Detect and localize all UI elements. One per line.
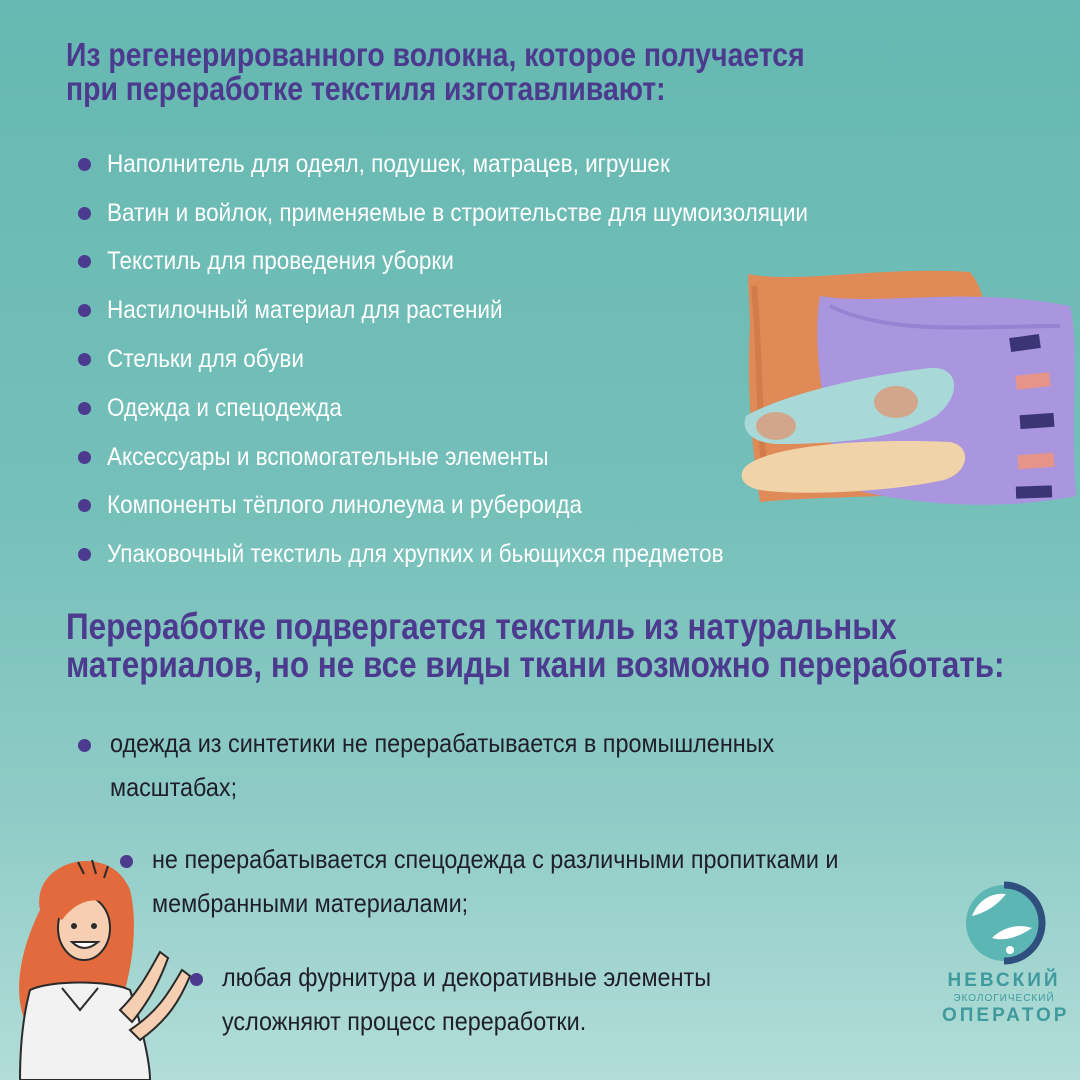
- heading-line: при переработке текстиля изготавливают:: [66, 70, 666, 108]
- insole-heel-pad: [874, 386, 918, 418]
- bullet-icon: [78, 548, 91, 561]
- list-item-text: Текстиль для проведения уборки: [107, 247, 454, 276]
- right-eye: [91, 923, 97, 929]
- note-synthetics: [110, 721, 848, 809]
- heading-line: материалов, но не все виды ткани возможно переработать:: [66, 644, 1005, 686]
- bullet-icon: [78, 499, 91, 512]
- note-line: одежда из синтетики не перерабатывается в промышленных: [110, 728, 775, 758]
- left-eye: [71, 923, 77, 929]
- heading-regenerated-fiber: [66, 38, 805, 107]
- note-line: масштабах;: [110, 772, 238, 802]
- note-line: любая фурнитура и декоративные элементы: [222, 962, 712, 992]
- nevsky-eco-operator-logo: [942, 880, 1070, 1027]
- list-item-text: Компоненты тёплого линолеума и рубероида: [107, 491, 582, 520]
- logo-mark-icon: [952, 880, 1056, 966]
- insole-toe-pad: [756, 412, 796, 440]
- bullet-icon: [78, 353, 91, 366]
- bullet-icon: [78, 451, 91, 464]
- list-item-text: Наполнитель для одеял, подушек, матрацев, игрушек: [107, 149, 670, 178]
- heading-line: Переработке подвергается текстиль из натуральных: [66, 606, 897, 647]
- bullet-icon: [78, 158, 91, 171]
- list-item: [78, 530, 886, 579]
- note-line: не перерабатывается спецодежда с различными пропитками и: [152, 844, 839, 874]
- pointing-girl-illustration: [0, 840, 200, 1080]
- textile-pillows-insoles-illustration: [740, 266, 1080, 516]
- note-accessories: [222, 955, 765, 1043]
- heading-natural-materials: [66, 608, 1005, 685]
- heading-line: Из регенерированного волокна, которое получается: [66, 36, 805, 73]
- note-line: мембранными материалами;: [152, 888, 469, 918]
- logo-line: ОПЕРАТОР: [942, 1005, 1070, 1026]
- list-item-text: Ватин и войлок, применяемые в строительстве для шумоизоляции: [107, 198, 808, 227]
- list-item: [78, 189, 886, 238]
- bullet-icon: [78, 739, 91, 752]
- list-item-text: Настилочный материал для растений: [107, 296, 503, 325]
- bullet-icon: [78, 207, 91, 220]
- list-item: [78, 140, 886, 189]
- note-workwear: [152, 837, 915, 925]
- logo-line: ЭКОЛОГИЧЕСКИЙ: [953, 993, 1055, 1004]
- logo-line: НЕВСКИЙ: [947, 970, 1061, 991]
- list-item-text: Аксессуары и вспомогательные элементы: [107, 442, 549, 471]
- note-line: усложняют процесс переработки.: [222, 1006, 587, 1036]
- list-item-text: Упаковочный текстиль для хрупких и бьющихся предметов: [107, 540, 724, 569]
- list-item-text: Стельки для обуви: [107, 345, 304, 374]
- bullet-icon: [78, 304, 91, 317]
- bullet-icon: [78, 402, 91, 415]
- bullet-icon: [78, 255, 91, 268]
- list-item-text: Одежда и спецодежда: [107, 393, 342, 422]
